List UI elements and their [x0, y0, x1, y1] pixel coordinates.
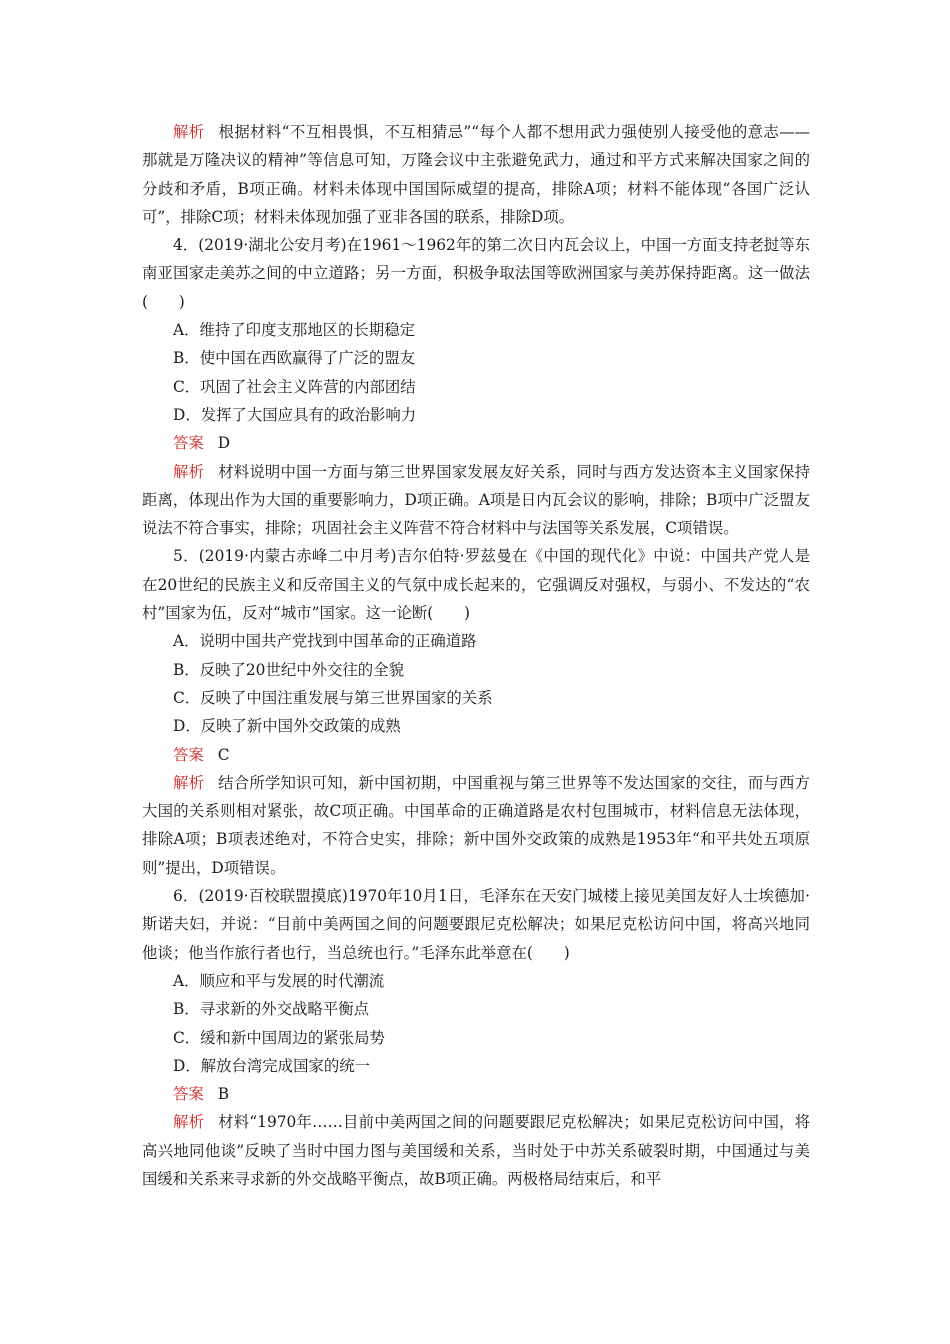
- q5-option-a: A．说明中国共产党找到中国革命的正确道路: [173, 632, 477, 651]
- answer-label: 答案: [173, 434, 204, 453]
- analysis-label: 解析: [173, 123, 205, 141]
- answer-q5: [142, 741, 810, 769]
- analysis-label: 解析: [173, 773, 205, 792]
- analysis-q5: [142, 769, 810, 882]
- analysis-q6: [142, 1108, 810, 1193]
- q5-option-c: C．反映了中国注重发展与第三世界国家的关系: [173, 688, 493, 707]
- analysis-text: 材料“1970年……目前中美两国之间的问题要跟尼克松解决；如果尼克松访问中国，将高兴地同他谈”反映了当时中国力图与美国缓和关系，当时处于中苏关系破裂时期，中国通过与美国缓和关系来寻求新的外交战略平衡点，故B项正确。两极格局结束后，和平: [142, 1113, 810, 1188]
- answer-label: 答案: [173, 745, 204, 764]
- q6-option-d: D．解放台湾完成国家的统一: [173, 1056, 371, 1075]
- analysis-text: 根据材料“不互相畏惧，不互相猜忌”“每个人都不想用武力强使别人接受他的意志——那就是万隆决议的精神”等信息可知，万隆会议中主张避免武力，通过和平方式来解决国家之间的分歧和矛盾，B项正确。材料未体现中国国际威望的提高，排除A项；材料不能体现“各国广泛认可”，排除C项；材料未体现加强了亚非各国的联系，排除D项。: [142, 123, 810, 226]
- answer-q6: [142, 1080, 810, 1108]
- q6-option-b: B．寻求新的外交战略平衡点: [173, 1000, 369, 1019]
- q4-option-d: D．发挥了大国应具有的政治影响力: [173, 405, 417, 424]
- answer-q4: [142, 429, 810, 457]
- answer-value: C: [217, 745, 230, 764]
- answer-value: D: [217, 434, 231, 453]
- analysis-q4: [142, 458, 810, 543]
- document-body: [142, 118, 810, 1193]
- q4-option-c: C．巩固了社会主义阵营的内部团结: [173, 377, 416, 396]
- question-5: 5．(2019·内蒙古赤峰二中月考)吉尔伯特·罗兹曼在《中国的现代化》中说：中国共产党人是在20世纪的民族主义和反帝国主义的气氛中成长起来的，它强调反对强权，与弱小、不发达的“农村”国家为伍，反对“城市”国家。这一论断( ): [142, 547, 810, 623]
- analysis-label: 解析: [173, 1113, 205, 1132]
- question-4: 4．(2019·湖北公安月考)在1961～1962年的第二次日内瓦会议上，中国一方面支持老挝等东南亚国家走美苏之间的中立道路；另一方面，积极争取法国等欧洲国家与美苏保持距离。这一做法( ): [142, 236, 810, 311]
- answer-label: 答案: [173, 1085, 204, 1104]
- analysis-label: 解析: [173, 462, 205, 481]
- q4-option-b: B．使中国在西欧赢得了广泛的盟友: [173, 349, 416, 368]
- q6-option-c: C．缓和新中国周边的紧张局势: [173, 1028, 385, 1047]
- question-6: 6．(2019·百校联盟摸底)1970年10月1日，毛泽东在天安门城楼上接见美国友好人士埃德加·斯诺夫妇，并说：“目前中美两国之间的问题要跟尼克松解决；如果尼克松访问中国，将高兴地同他谈；他当作旅行者也行，当总统也行。”毛泽东此举意在( ): [142, 887, 810, 962]
- analysis-text: 材料说明中国一方面与第三世界国家发展友好关系，同时与西方发达资本主义国家保持距离，体现出作为大国的重要影响力，D项正确。A项是日内瓦会议的影响，排除；B项中广泛盟友说法不符合事实，排除；巩固社会主义阵营不符合材料中与法国等关系发展，C项错误。: [142, 462, 810, 538]
- answer-value: B: [217, 1085, 230, 1104]
- q5-option-b: B．反映了20世纪中外交往的全貌: [173, 660, 404, 679]
- q6-option-a: A．顺应和平与发展的时代潮流: [173, 971, 385, 990]
- analysis-q3: [142, 118, 810, 231]
- q4-option-a: A．维持了印度支那地区的长期稳定: [173, 321, 415, 340]
- q5-option-d: D．反映了新中国外交政策的成熟: [173, 717, 401, 736]
- analysis-text: 结合所学知识可知，新中国初期，中国重视与第三世界等不发达国家的交往，而与西方大国的关系则相对紧张，故C项正确。中国革命的正确道路是农村包围城市，材料信息无法体现，排除A项；B项表述绝对，不符合史实，排除；新中国外交政策的成熟是1953年“和平共处五项原则”提出，D项错误。: [142, 773, 810, 877]
